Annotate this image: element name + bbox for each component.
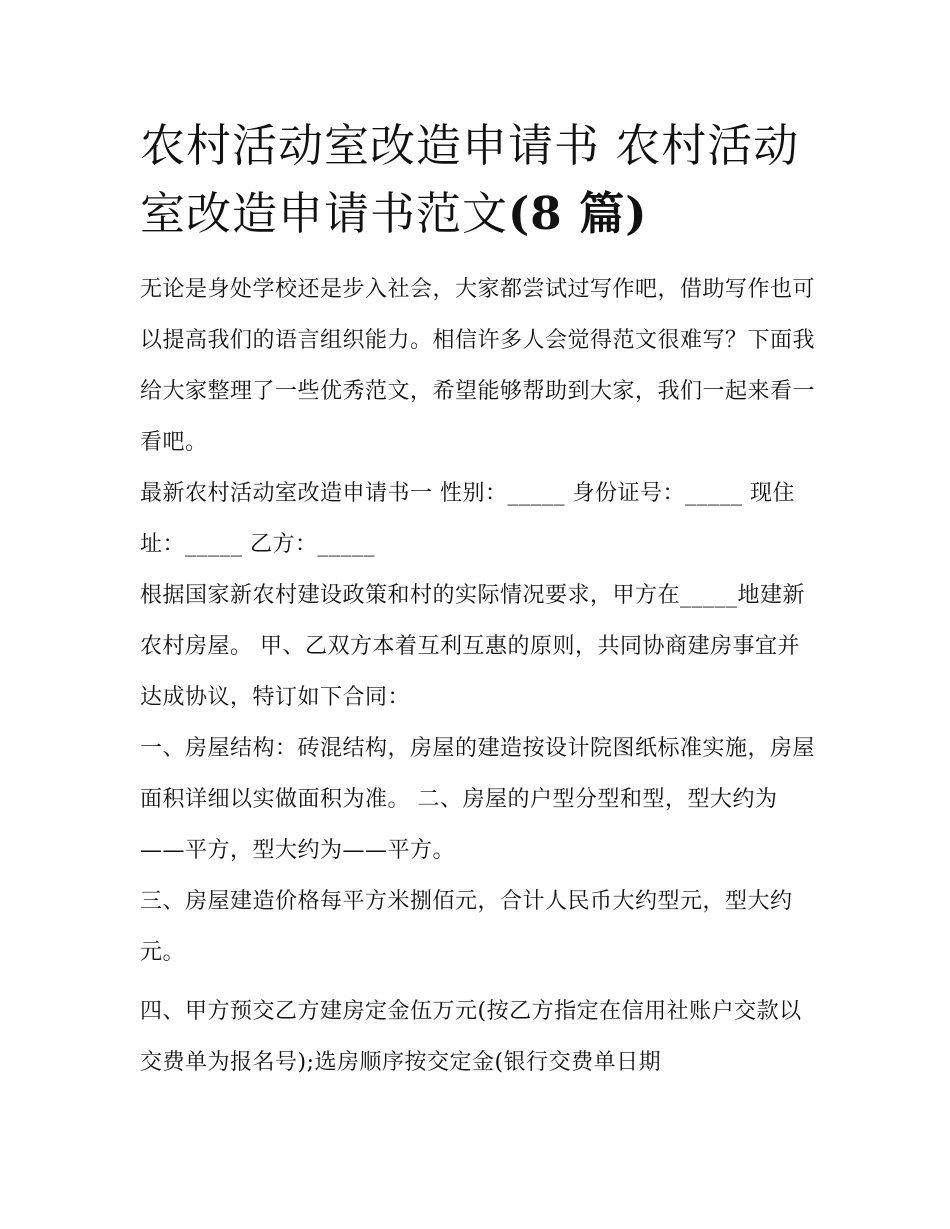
clause-deposit-paragraph: 四、甲方预交乙方建房定金伍万元(按乙方指定在信用社账户交款以交费单为报名号);选房顺序按交定金(银行交费单日期 <box>140 999 802 1075</box>
title-text: 农村活动室改造申请书 农村活动室改造申请书范文 <box>140 119 800 240</box>
clause-price-paragraph: 三、房屋建造价格每平方米捌佰元，合计人民币大约型元，型大约元。 <box>140 889 793 965</box>
document-page <box>140 112 820 1088</box>
applicant-info-paragraph: 最新农村活动室改造申请书一 性别：_____ 身份证号：_____ 现住址：_____ 乙方：_____ <box>140 481 795 557</box>
intro-paragraph: 无论是身处学校还是步入社会，大家都尝试过写作吧，借助写作也可以提高我们的语言组织能力。相信许多人会觉得范文很难写？下面我给大家整理了一些优秀范文，希望能够帮助到大家，我们一起来看一看吧。 <box>140 277 816 455</box>
document-title <box>140 112 820 248</box>
title-count: (8 篇) <box>508 187 648 240</box>
agreement-preamble-paragraph: 根据国家新农村建设政策和村的实际情况要求，甲方在_____地建新农村房屋。 甲、乙双方本着互利互惠的原则，共同协商建房事宜并达成协议，特订如下合同： <box>140 583 806 710</box>
clause-structure-paragraph: 一、房屋结构：砖混结构，房屋的建造按设计院图纸标准实施，房屋面积详细以实做面积为准。 二、房屋的户型分型和型，型大约为——平方，型大约为——平方。 <box>140 736 816 863</box>
